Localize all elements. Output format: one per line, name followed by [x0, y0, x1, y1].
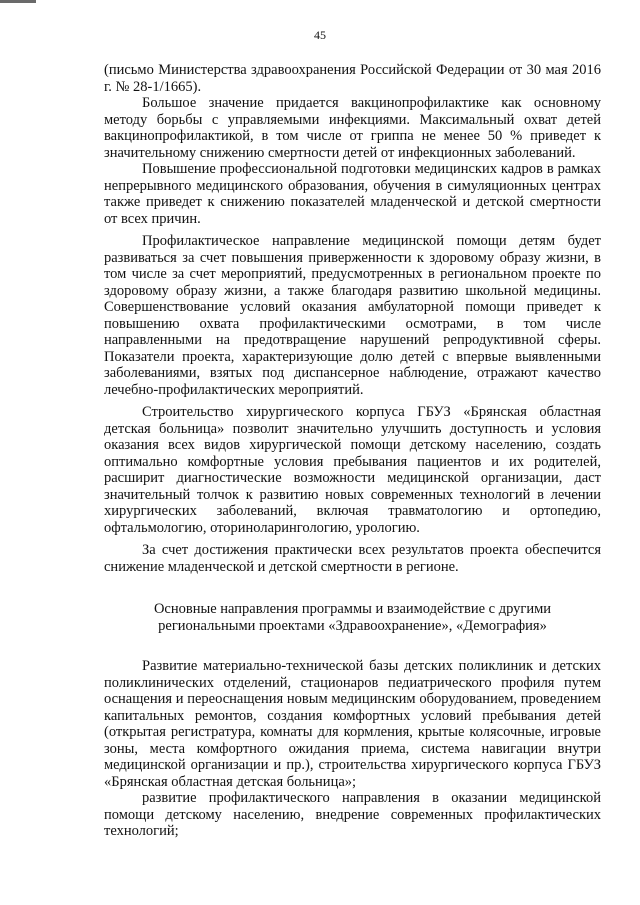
paragraph-3: Повышение профессиональной подготовки медицинских кадров в рамках непрерывного медицинского образования, обучения в симуляционных центрах также приведет к снижению показателей младенческой и детской смертности от всех причин. — [104, 161, 601, 227]
paragraph-6: За счет достижения практически всех результатов проекта обеспечится снижение младенческой и детской смертности в регионе. — [104, 542, 601, 575]
paragraph-5: Строительство хирургического корпуса ГБУЗ «Брянская областная детская больница» позволит значительно улучшить доступность и условия оказания всех видов хирургической помощи детскому населению, создать оптимально комфортные условия пребывания пациентов и их родителей, расширит диагностические возможности медицинской организации, даст значительный толчок к развитию новых современных технологий в лечении хирургических заболеваний, включая травматологию и ортопедию, офтальмологию, оториноларингологию, урологию. — [104, 404, 601, 536]
paragraph-4: Профилактическое направление медицинской помощи детям будет развиваться за счет повышения приверженности к здоровому образу жизни, в том числе за счет мероприятий, предусмотренных в региональном проекте по здоровому образу жизни, а также благодаря развитию школьной медицины. Совершенствование условий оказания амбулаторной помощи приведет к повышению охвата профилактическими осмотрами, в том числе направленными на предотвращение нарушений репродуктивной сферы. Показатели проекта, характеризующие долю детей с впервые выявленными заболеваниями, взятых под диспансерное наблюдение, отражают качество лечебно-профилактических мероприятий. — [104, 233, 601, 398]
section-heading: Основные направления программы и взаимодействие с другими региональными проектами «Здравоохранение», «Демография» — [153, 601, 552, 634]
paragraph-2: Большое значение придается вакцинопрофилактике как основному методу борьбы с управляемыми инфекциями. Максимальный охват детей вакцинопрофилактикой, в том числе от гриппа не менее 50 % приведет к значительному снижению смертности детей от инфекционных заболеваний. — [104, 95, 601, 161]
scan-edge-mark — [0, 0, 36, 3]
paragraph-1: (письмо Министерства здравоохранения Российской Федерации от 30 мая 2016 г. № 28-1/1665). — [104, 62, 601, 95]
paragraph-8: развитие профилактического направления в оказании медицинской помощи детскому населению, внедрение современных профилактических технологий; — [104, 790, 601, 839]
page-number: 45 — [314, 28, 326, 42]
document-body — [104, 62, 601, 840]
paragraph-7: Развитие материально-технической базы детских поликлиник и детских поликлинических отделений, стационаров педиатрического профиля путем оснащения и переоснащения новым медицинским оборудованием, проведением капитальных ремонтов, создания комфортных условий пребывания детей (открытая регистратура, комнаты для кормления, крытые колясочные, игровые зоны, места комфортного ожидания приема, система навигации внутри медицинской организации и пр.), строительства хирургического корпуса ГБУЗ «Брянская областная детская больница»; — [104, 658, 601, 790]
